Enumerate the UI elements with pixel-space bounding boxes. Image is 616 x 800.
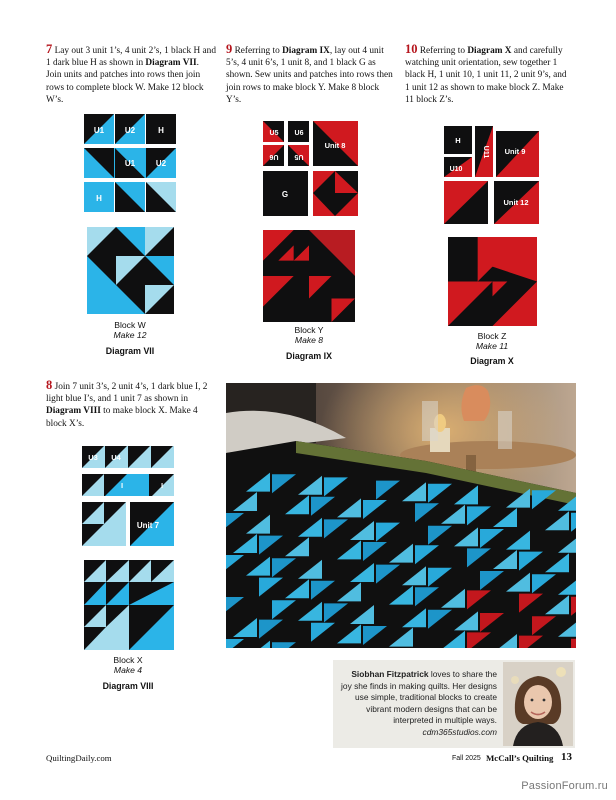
watermark: PassionForum.ru — [521, 780, 608, 792]
svg-text:Unit 12: Unit 12 — [503, 198, 529, 207]
svg-text:U6: U6 — [294, 130, 304, 137]
designer-bio — [333, 660, 575, 748]
make-count: Make 12 — [113, 330, 147, 340]
block-y-caption — [263, 325, 355, 345]
make-count: Make 4 — [113, 665, 143, 675]
svg-text:Unit 8: Unit 8 — [324, 141, 346, 150]
svg-text:U5: U5 — [269, 130, 279, 137]
step-7: 7 Lay out 3 unit 1’s, 4 unit 2’s, 1 black H and 1 dark blue H as shown in Diagram VII. Join units and patches into rows then join rows to complete block W. Make 12 block W’s. — [46, 42, 216, 105]
bio-text: Siobhan Fitzpatrick loves to share the joy she finds in making quilts. Her designs use simple, traditional blocks to create vibrant modern designs that can be interpreted in multiple ways. cdm365studios.com — [341, 669, 497, 737]
svg-text:U6: U6 — [269, 153, 279, 160]
block-z-caption — [446, 331, 538, 351]
svg-text:Unit 7: Unit 7 — [136, 521, 160, 530]
svg-text:H: H — [455, 136, 461, 145]
svg-text:H: H — [96, 194, 102, 203]
block-w-caption — [84, 320, 176, 340]
block-name: Block Z — [477, 331, 507, 341]
svg-text:U10: U10 — [449, 166, 463, 173]
diagram-vii-title: Diagram VII — [105, 346, 155, 356]
make-count: Make 8 — [294, 335, 324, 345]
svg-text:U11: U11 — [482, 145, 489, 159]
svg-text:U1: U1 — [93, 126, 105, 135]
block-w — [87, 227, 174, 314]
block-name: Block W — [114, 320, 146, 330]
step-10: 10 Referring to Diagram X and carefully watching unit orientation, sew together 1 black H, 1 unit 10, 1 unit 11, 2 unit 9’s, and 1 unit 12 as shown to make block Z. Make 11 block Z’s. — [405, 42, 567, 105]
page-number: 13 — [561, 751, 572, 763]
quilt-photo — [226, 383, 576, 648]
svg-text:H: H — [158, 126, 164, 135]
step-8: 8 Join 7 unit 3’s, 2 unit 4’s, 1 dark blue I, 2 light blue I’s, and 1 unit 7 as shown in Diagram VIII to make block X. Make 4 block X’s. — [46, 378, 208, 429]
diagram-viii-title: Diagram VIII — [102, 681, 154, 691]
make-count: Make 11 — [475, 341, 509, 351]
block-x-caption — [82, 655, 174, 675]
svg-text:I: I — [120, 481, 124, 490]
diagram-x-title: Diagram X — [470, 356, 514, 366]
svg-text:Unit 9: Unit 9 — [504, 147, 526, 156]
svg-text:U2: U2 — [155, 159, 167, 168]
diagram-viii-units — [82, 446, 174, 548]
block-z — [448, 237, 537, 326]
svg-text:U4: U4 — [111, 453, 121, 462]
block-name: Block X — [113, 655, 143, 665]
block-name: Block Y — [294, 325, 324, 335]
footer-site[interactable]: QuiltingDaily.com — [46, 753, 112, 763]
svg-text:U3: U3 — [88, 453, 98, 462]
designer-website[interactable]: cdm365studios.com — [422, 726, 497, 737]
svg-text:I: I — [160, 481, 164, 490]
diagram-x-units — [444, 126, 539, 224]
diagram-ix-units — [263, 121, 358, 218]
footer-magazine: McCall’s Quilting — [486, 753, 554, 763]
svg-text:U2: U2 — [124, 126, 136, 135]
svg-text:U1: U1 — [124, 159, 136, 168]
quilt-photo-illustration — [226, 383, 576, 648]
svg-text:U5: U5 — [294, 153, 304, 160]
block-y — [263, 230, 355, 322]
diagram-ix-title: Diagram IX — [286, 351, 332, 361]
footer-issue: Fall 2025 — [452, 755, 481, 762]
designer-avatar — [503, 662, 573, 746]
step-9: 9 Referring to Diagram IX, lay out 4 unit 5’s, 4 unit 6’s, 1 unit 8, and 1 black G as shown. Sew units and patches into rows then join rows to make block Y. Make 8 block Y’s. — [226, 42, 393, 105]
designer-name: Siobhan Fitzpatrick — [351, 669, 429, 679]
diagram-vii-units — [84, 114, 176, 214]
svg-text:G: G — [281, 190, 289, 199]
block-x — [84, 560, 174, 650]
